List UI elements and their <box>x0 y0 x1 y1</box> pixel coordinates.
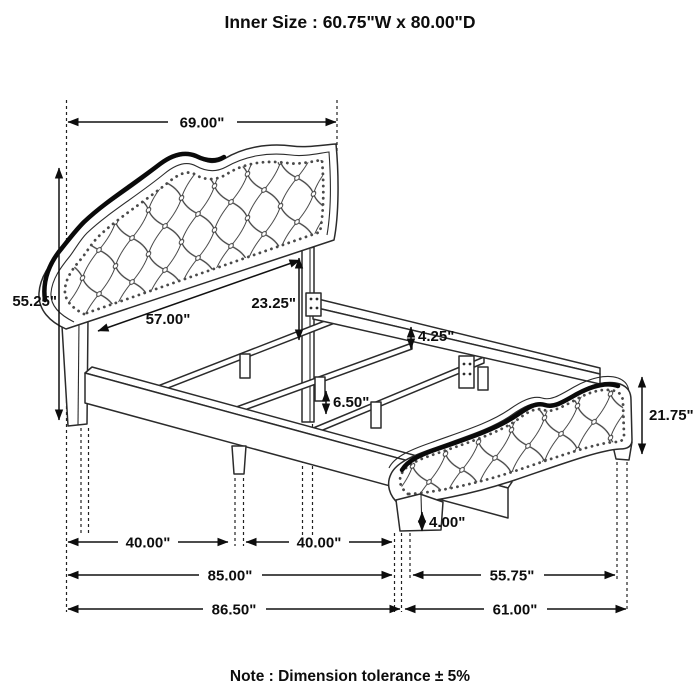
slat-support-leg <box>371 402 381 428</box>
dimension-half-span-left <box>68 535 228 552</box>
headboard-left-leg <box>62 318 88 426</box>
dimension-headboard-height <box>12 168 59 420</box>
dimension-footboard-inner-width <box>413 568 615 585</box>
dim-label-support-leg-height: 6.50" <box>333 394 370 411</box>
dimension-footboard-outer-width <box>405 602 626 619</box>
headboard-bracket <box>306 293 321 316</box>
dim-label-frame-outer-length: 86.50" <box>211 601 257 619</box>
dimension-frame-inner-length <box>68 568 392 585</box>
footboard-bracket <box>459 356 474 388</box>
dim-label-headboard-height: 55.25" <box>12 293 57 310</box>
headboard-tufted-panel <box>65 160 323 314</box>
dim-label-half-span-right: 40.00" <box>296 534 342 552</box>
dim-label-rail-height: 4.25" <box>418 328 455 345</box>
center-support-leg <box>232 446 246 474</box>
dim-label-half-span-left: 40.00" <box>125 534 171 552</box>
dimension-footboard-height <box>642 377 694 454</box>
dim-label-headboard-inner-width: 57.00" <box>145 311 191 328</box>
dim-label-headboard-width: 69.00" <box>179 114 225 132</box>
dim-label-frame-inner-length: 85.00" <box>207 567 253 585</box>
dim-label-headboard-above-slats: 23.25" <box>251 295 296 312</box>
slat-support-leg <box>315 377 325 401</box>
dim-label-footboard-inner-width: 55.75" <box>489 567 535 585</box>
bed-illustration <box>39 144 632 531</box>
slat-support-leg <box>240 354 250 378</box>
dim-label-footboard-height: 21.75" <box>649 407 694 424</box>
slat-support-leg <box>478 367 488 390</box>
dimension-headboard-above-slats <box>251 258 299 340</box>
diagram-title: Inner Size : 60.75"W x 80.00"D <box>224 12 476 32</box>
dimension-support-leg-height <box>326 391 369 414</box>
dim-label-footboard-outer-width: 61.00" <box>492 601 538 619</box>
tolerance-note: Note : Dimension tolerance ± 5% <box>229 668 471 685</box>
dimension-frame-outer-length <box>68 602 400 619</box>
dimension-footboard-leg-height <box>422 512 465 531</box>
dim-label-footboard-leg-height: 4.00" <box>429 514 466 531</box>
dimension-half-span-right <box>246 535 392 552</box>
dimension-headboard-width <box>68 115 336 132</box>
